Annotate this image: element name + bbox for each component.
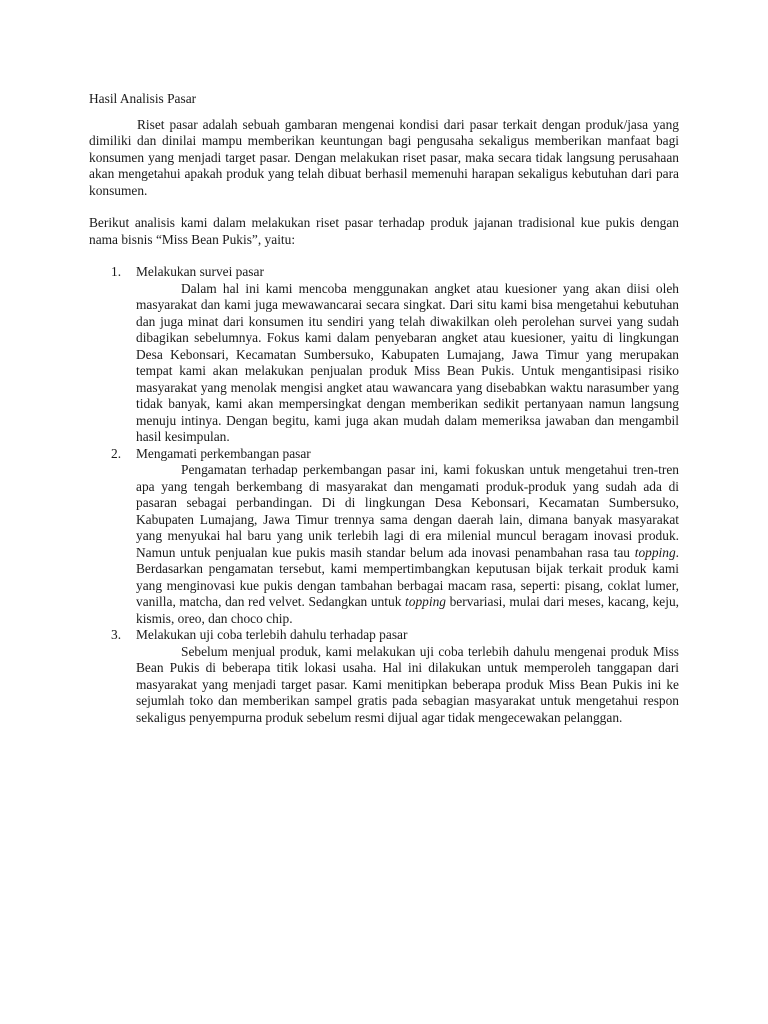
list-item — [89, 446, 679, 628]
italic-term: topping — [634, 544, 676, 560]
list-item — [89, 627, 679, 726]
list-number: 2. — [111, 445, 122, 461]
body-text: Pengamatan terhadap perkembangan pasar ini, kami fokuskan untuk mengetahui tren-tren apa yang tengah berkembang di masyarakat dan mengamati produk-produk yang sudah ada di pasaran sebagai perbandingan. Di di lingkungan Desa Kebonsari, Kecamatan Sumbersuko, Kabupaten Lumajang, Jawa Timur trennya sama dengan daerah lain, dimana banyak masyarakat yang menyukai hal baru yang unik terlebih lagi di era milenial muncul beragam inovasi produk. Namun untuk penjualan kue pukis masih standar belum ada inovasi penambahan rasa tau — [136, 462, 679, 560]
document-content — [89, 91, 679, 726]
document-title: Hasil Analisis Pasar — [89, 91, 197, 106]
analysis-list — [89, 264, 679, 726]
list-item-heading: Mengamati perkembangan pasar — [136, 445, 311, 461]
list-item-body: Dalam hal ini kami mencoba menggunakan angket atau kuesioner yang akan diisi oleh masyarakat dan kami juga mewawancarai secara singkat. Dari situ kami bisa mengetahui kebutuhan dan juga minat dari konsumen itu sendiri yang telah diwakilkan oleh perolehan survei yang sudah dibagikan sebelumnya. Fokus kami dalam penyebaran angket atau kuesioner, yaitu di lingkungan Desa Kebonsari, Kecamatan Sumbersuko, Kabupaten Lumajang, Jawa Timur yang merupakan tempat kami akan melakukan penjualan produk Miss Bean Pukis. Untuk mengantisipasi risiko masyarakat yang menolak mengisi angket atau wawancara yang disebabkan waktu narasumber yang tidak banyak, kami akan mempersingkat dengan memberikan sedikit pertanyaan namun langsung menuju intinya. Dengan begitu, kami juga akan mudah dalam memeriksa jawaban dan mengambil hasil kesimpulan. — [136, 280, 679, 444]
body-text: . Berdasarkan pengamatan tersebut, kami mempertimbangkan keputusan bijak terkait produk kami yang menginovasi kue pukis dengan tambahan berbagai macam rasa, seperti: pisang, coklat lumer, vanilla, matcha, dan red velvet. Sedangkan untuk — [136, 544, 679, 609]
list-item-body — [136, 462, 679, 627]
list-item — [89, 264, 679, 446]
list-item-heading: Melakukan uji coba terlebih dahulu terhadap pasar — [136, 627, 408, 642]
list-item-heading: Melakukan survei pasar — [136, 264, 264, 279]
list-item-body: Sebelum menjual produk, kami melakukan uji coba terlebih dahulu mengenai produk Miss Bean Pukis di beberapa titik lokasi usaha. Hal ini dilakukan untuk memperoleh tanggapan dari masyarakat yang menjadi target pasar. Kami menitipkan beberapa produk Miss Bean Pukis ini ke sejumlah toko dan memberikan sampel gratis pada sebagian masyarakat untuk mengetahui respon sekaligus penyempurna produk sebelum resmi dijual agar tidak mengecewakan pelanggan. — [136, 643, 679, 725]
italic-term: topping — [405, 594, 446, 609]
list-number: 1. — [111, 264, 122, 279]
intro-paragraph: Riset pasar adalah sebuah gambaran mengenai kondisi dari pasar terkait dengan produk/jasa yang dimiliki dan dinilai mampu memberikan keuntungan bagi pengusaha sekaligus memberikan manfaat bagi konsumen yang menjadi target pasar. Dengan melakukan riset pasar, maka secara tidak langsung perusahaan akan mengetahui apakah produk yang telah dibuat berhasil memenuhi harapan sekaligus kebutuhan dari para konsumen. — [89, 116, 679, 198]
list-number: 3. — [111, 627, 122, 642]
body-text: bervariasi, mulai dari meses, kacang, keju, kismis, oreo, dan choco chip. — [136, 594, 680, 626]
lead-in-paragraph: Berikut analisis kami dalam melakukan riset pasar terhadap produk jajanan tradisional kue pukis dengan nama bisnis “Miss Bean Pukis”, yaitu: — [89, 215, 679, 247]
